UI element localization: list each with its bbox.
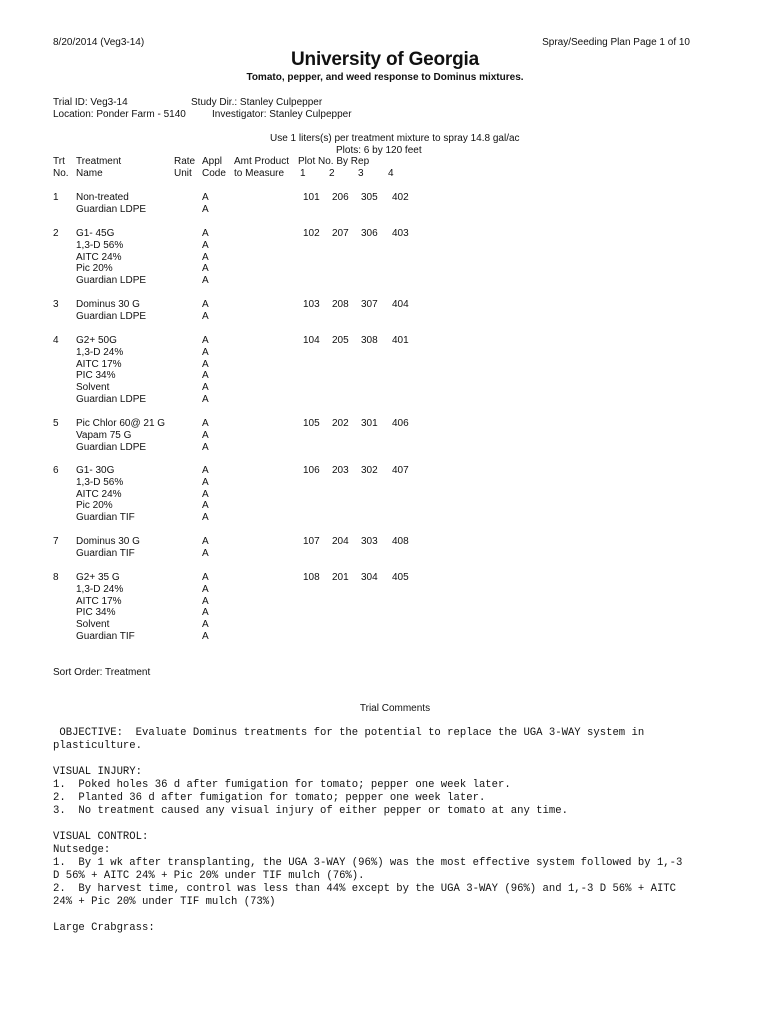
trt-name: Non-treated bbox=[76, 192, 129, 203]
header-plot-no: Plot No. By Rep bbox=[298, 156, 370, 167]
trt-name: G2+ 35 G bbox=[76, 572, 120, 583]
plot-rep-4: 408 bbox=[392, 536, 409, 547]
treatment-row bbox=[53, 299, 453, 323]
plot-rep-4: 401 bbox=[392, 335, 409, 346]
trt-name: Pic 20% bbox=[76, 500, 113, 512]
comment-line bbox=[53, 818, 743, 831]
comment-line: VISUAL CONTROL: bbox=[53, 831, 149, 843]
plot-rep-3: 305 bbox=[361, 192, 378, 203]
comment-line: D 56% + AITC 24% + Pic 20% under TIF mulch (76%). bbox=[53, 870, 365, 882]
comment-line: 1. By 1 wk after transplanting, the UGA 3-WAY (96%) was the most effective system followed by 1,-3 bbox=[53, 857, 683, 869]
plot-rep-1: 108 bbox=[303, 572, 320, 583]
plot-rep-1: 105 bbox=[303, 418, 320, 429]
appl-code: A bbox=[202, 203, 209, 215]
trt-name: Guardian TIF bbox=[76, 547, 135, 559]
comment-line bbox=[53, 753, 743, 766]
appl-code: A bbox=[202, 393, 209, 405]
header-name: Name bbox=[76, 168, 103, 179]
appl-code: A bbox=[202, 583, 209, 595]
trt-name: G1- 30G bbox=[76, 465, 115, 476]
appl-code: A bbox=[202, 263, 209, 275]
trt-name: Guardian LDPE bbox=[76, 275, 147, 287]
header-amt-product: Amt Product bbox=[234, 156, 290, 167]
header-no: No. bbox=[53, 168, 69, 179]
plot-rep-2: 205 bbox=[332, 335, 349, 346]
appl-code: A bbox=[202, 465, 209, 476]
treatment-row bbox=[53, 572, 453, 643]
study-director: Study Dir.: Stanley Culpepper bbox=[191, 97, 323, 108]
plots-line: Plots: 6 by 120 feet bbox=[336, 145, 422, 156]
trt-number: 6 bbox=[53, 465, 59, 476]
trt-name: AITC 17% bbox=[76, 358, 122, 370]
treatment-row bbox=[53, 465, 453, 524]
trt-name: PIC 34% bbox=[76, 607, 116, 619]
sort-order: Sort Order: Treatment bbox=[53, 667, 151, 678]
trt-name: Solvent bbox=[76, 382, 110, 394]
plot-rep-4: 405 bbox=[392, 572, 409, 583]
treatment-row bbox=[53, 228, 453, 287]
plot-rep-3: 304 bbox=[361, 572, 378, 583]
trt-number: 5 bbox=[53, 418, 59, 429]
trt-name: 1,3-D 56% bbox=[76, 476, 124, 488]
trt-name: Pic Chlor 60@ 21 G bbox=[76, 418, 166, 429]
appl-code: A bbox=[202, 572, 209, 583]
plot-rep-1: 107 bbox=[303, 536, 320, 547]
page-subtitle: Tomato, pepper, and weed response to Dominus mixtures. bbox=[246, 72, 524, 83]
plot-rep-3: 303 bbox=[361, 536, 378, 547]
plot-rep-2: 207 bbox=[332, 228, 349, 239]
comments-title: Trial Comments bbox=[359, 703, 431, 714]
appl-code: A bbox=[202, 429, 209, 441]
appl-code: A bbox=[202, 619, 209, 631]
trt-name: 1,3-D 24% bbox=[76, 583, 124, 595]
plot-rep-3: 302 bbox=[361, 465, 378, 476]
header-unit: Unit bbox=[174, 168, 192, 179]
plot-rep-3: 301 bbox=[361, 418, 378, 429]
header-code: Code bbox=[202, 168, 226, 179]
investigator: Investigator: Stanley Culpepper bbox=[212, 109, 352, 120]
appl-code: A bbox=[202, 228, 209, 239]
comment-line: 2. By harvest time, control was less than 44% except by the UGA 3-WAY (96%) and 1,-3 D 56% + AITC bbox=[53, 883, 677, 895]
appl-code: A bbox=[202, 547, 209, 559]
appl-code: A bbox=[202, 441, 209, 453]
header-to-measure: to Measure bbox=[234, 168, 285, 179]
plot-rep-2: 203 bbox=[332, 465, 349, 476]
appl-code: A bbox=[202, 382, 209, 394]
trt-name: Guardian LDPE bbox=[76, 310, 147, 322]
appl-code: A bbox=[202, 607, 209, 619]
trt-number: 8 bbox=[53, 572, 59, 583]
plot-rep-3: 308 bbox=[361, 335, 378, 346]
trt-name: Dominus 30 G bbox=[76, 536, 140, 547]
appl-code: A bbox=[202, 595, 209, 607]
trt-name: Guardian TIF bbox=[76, 630, 135, 642]
comment-line: 1. Poked holes 36 d after fumigation for tomato; pepper one week later. bbox=[53, 779, 511, 791]
comment-line: VISUAL INJURY: bbox=[53, 766, 143, 778]
trt-name: AITC 24% bbox=[76, 488, 122, 500]
trt-number: 7 bbox=[53, 536, 59, 547]
plot-rep-4: 407 bbox=[392, 465, 409, 476]
trt-number: 3 bbox=[53, 299, 59, 310]
appl-code: A bbox=[202, 251, 209, 263]
comment-line: Nutsedge: bbox=[53, 844, 111, 856]
comment-line bbox=[53, 909, 743, 922]
appl-code: A bbox=[202, 536, 209, 547]
treatment-row bbox=[53, 418, 453, 453]
trt-number: 4 bbox=[53, 335, 59, 346]
plot-rep-4: 402 bbox=[392, 192, 409, 203]
plot-rep-1: 102 bbox=[303, 228, 320, 239]
plot-rep-2: 202 bbox=[332, 418, 349, 429]
trt-name: AITC 24% bbox=[76, 251, 122, 263]
header-rep-2: 2 bbox=[329, 168, 335, 179]
trt-name: AITC 17% bbox=[76, 595, 122, 607]
plot-rep-1: 101 bbox=[303, 192, 320, 203]
appl-code: A bbox=[202, 418, 209, 429]
comment-line: 3. No treatment caused any visual injury of either pepper or tomato at any time. bbox=[53, 805, 568, 817]
plot-rep-2: 204 bbox=[332, 536, 349, 547]
trt-name: 1,3-D 56% bbox=[76, 239, 124, 251]
plot-rep-3: 307 bbox=[361, 299, 378, 310]
treatment-row bbox=[53, 192, 453, 216]
plot-rep-3: 306 bbox=[361, 228, 378, 239]
appl-code: A bbox=[202, 346, 209, 358]
appl-code: A bbox=[202, 192, 209, 203]
trt-name: Guardian TIF bbox=[76, 512, 135, 524]
plot-rep-4: 406 bbox=[392, 418, 409, 429]
trt-name: Dominus 30 G bbox=[76, 299, 140, 310]
header-rep-4: 4 bbox=[388, 168, 394, 179]
header-rate: Rate bbox=[174, 156, 196, 167]
header-rep-1: 1 bbox=[300, 168, 306, 179]
plot-rep-2: 201 bbox=[332, 572, 349, 583]
appl-code: A bbox=[202, 476, 209, 488]
location: Location: Ponder Farm - 5140 bbox=[53, 109, 186, 120]
appl-code: A bbox=[202, 500, 209, 512]
plot-rep-1: 104 bbox=[303, 335, 320, 346]
appl-code: A bbox=[202, 239, 209, 251]
trt-name: PIC 34% bbox=[76, 370, 116, 382]
appl-code: A bbox=[202, 310, 209, 322]
trt-name: G2+ 50G bbox=[76, 335, 117, 346]
trial-comments bbox=[53, 727, 743, 935]
header-trt: Trt bbox=[53, 156, 65, 167]
appl-code: A bbox=[202, 358, 209, 370]
header-appl: Appl bbox=[202, 156, 223, 167]
trt-number: 2 bbox=[53, 228, 59, 239]
plot-rep-1: 106 bbox=[303, 465, 320, 476]
trt-name: 1,3-D 24% bbox=[76, 346, 124, 358]
plot-rep-4: 404 bbox=[392, 299, 409, 310]
page-title: University of Georgia bbox=[291, 49, 479, 70]
comment-line: plasticulture. bbox=[53, 740, 143, 752]
trt-name: Guardian LDPE bbox=[76, 203, 147, 215]
trt-name: Pic 20% bbox=[76, 263, 113, 275]
comment-line: 2. Planted 36 d after fumigation for tomato; pepper one week later. bbox=[53, 792, 486, 804]
appl-code: A bbox=[202, 488, 209, 500]
trial-id: Trial ID: Veg3-14 bbox=[53, 97, 128, 108]
plot-rep-4: 403 bbox=[392, 228, 409, 239]
appl-code: A bbox=[202, 335, 209, 346]
comment-line: OBJECTIVE: Evaluate Dominus treatments for the potential to replace the UGA 3-WAY system in bbox=[53, 727, 645, 739]
trt-number: 1 bbox=[53, 192, 59, 203]
header-treatment: Treatment bbox=[76, 156, 122, 167]
trt-name: G1- 45G bbox=[76, 228, 115, 239]
trt-name: Solvent bbox=[76, 619, 110, 631]
trt-name: Guardian LDPE bbox=[76, 393, 147, 405]
comment-line: Large Crabgrass: bbox=[53, 922, 155, 934]
treatment-row bbox=[53, 536, 453, 560]
page-info: Spray/Seeding Plan Page 1 of 10 bbox=[542, 37, 690, 48]
appl-code: A bbox=[202, 370, 209, 382]
comment-line: 24% + Pic 20% under TIF mulch (73%) bbox=[53, 896, 276, 908]
header-rep-3: 3 bbox=[358, 168, 364, 179]
plot-rep-2: 206 bbox=[332, 192, 349, 203]
appl-code: A bbox=[202, 630, 209, 642]
appl-code: A bbox=[202, 299, 209, 310]
plot-rep-2: 208 bbox=[332, 299, 349, 310]
plot-rep-1: 103 bbox=[303, 299, 320, 310]
report-date-id: 8/20/2014 (Veg3-14) bbox=[53, 37, 145, 48]
trt-name: Guardian LDPE bbox=[76, 441, 147, 453]
spray-use-line: Use 1 liters(s) per treatment mixture to spray 14.8 gal/ac bbox=[270, 133, 520, 144]
treatment-row bbox=[53, 335, 453, 406]
appl-code: A bbox=[202, 512, 209, 524]
trt-name: Vapam 75 G bbox=[76, 429, 132, 441]
appl-code: A bbox=[202, 275, 209, 287]
